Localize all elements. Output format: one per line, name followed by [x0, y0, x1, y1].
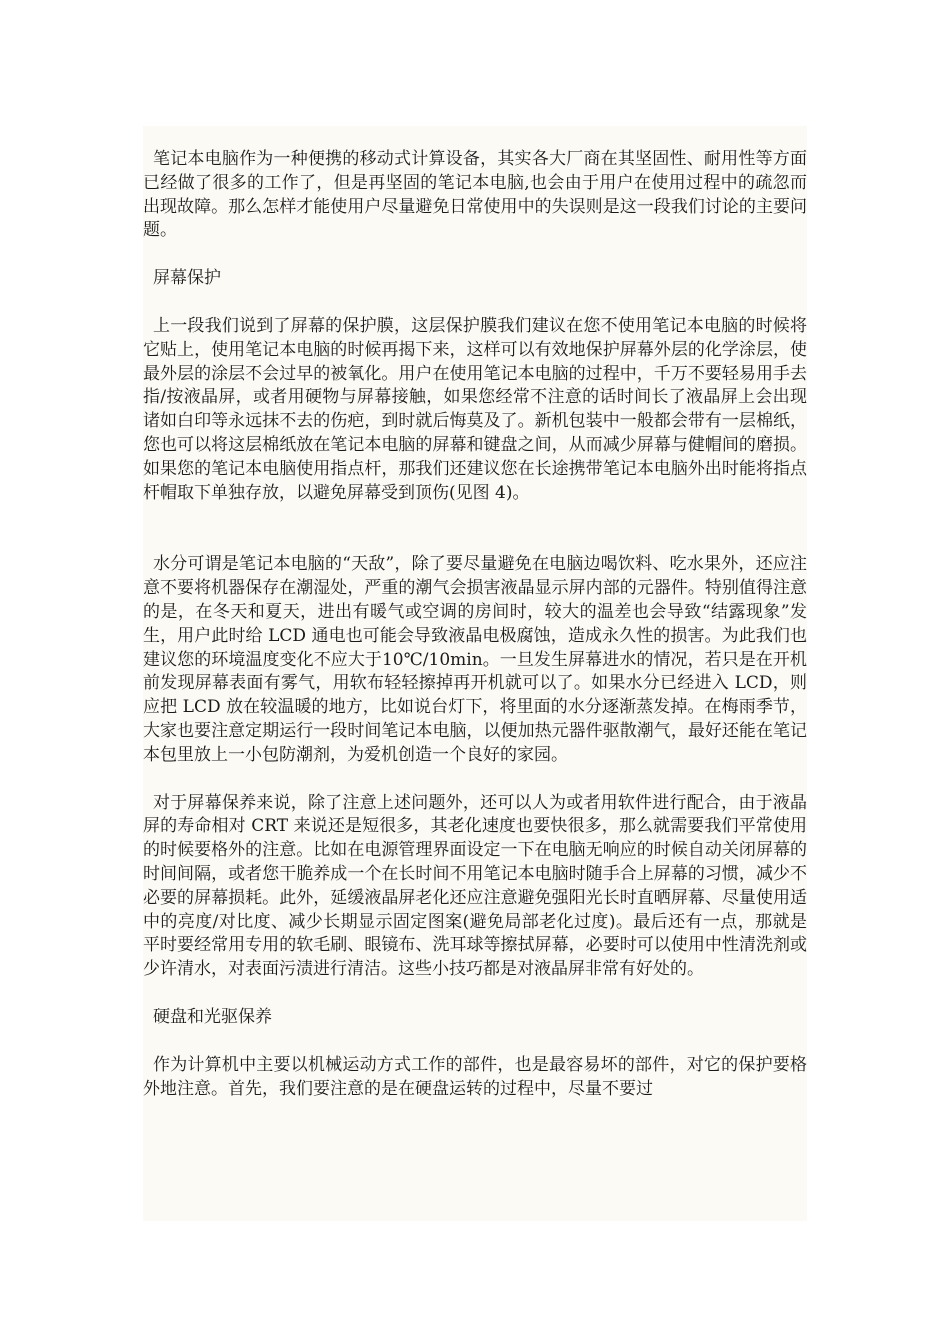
section-heading-disk: 硬盘和光驱保养: [153, 1006, 272, 1027]
spacer: [143, 243, 807, 267]
spacer: [143, 1030, 807, 1054]
paragraph-screen-care: 对于屏幕保养来说，除了注意上述问题外，还可以人为或者用软件进行配合，由于液晶屏的寿命相对 CRT 来说还是短很多，其老化速度也要快很多，那么就需要我们平常使用的时候要格外的注意。比如在电源管理界面设定一下在电脑无响应的时候自动关闭屏幕的时间间隔，或者您干脆养成一个在长时间不用笔记本电脑时随手合上屏幕的习惯，减少不必要的屏幕损耗。此外，延缓液晶屏老化还应注意避免强阳光长时直晒屏幕、尽量使用适中的亮度/对比度、减少长期显示固定图案(避免局部老化过度)。最后还有一点，那就是平时要经常用专用的软毛刷、眼镜布、洗耳球等擦拭屏幕，必要时可以使用中性清洗剂或少许清水，对表面污渍进行清洁。这些小技巧都是对液晶屏非常有好处的。: [143, 792, 807, 980]
spacer: [143, 291, 807, 315]
paragraph-screen-film: 上一段我们说到了屏幕的保护膜，这层保护膜我们建议在您不使用笔记本电脑的时候将它贴上，使用笔记本电脑的时候再揭下来，这样可以有效地保护屏幕外层的化学涂层，使最外层的涂层不会过早的被氧化。用户在使用笔记本电脑的过程中，千万不要轻易用手去指/按液晶屏，或者用硬物与屏幕接触，如果您经常不注意的话时间长了液晶屏上会出现诸如白印等永远抹不去的伤疤，到时就后悔莫及了。新机包装中一般都会带有一层棉纸，您也可以将这层棉纸放在笔记本电脑的屏幕和键盘之间，从而减少屏幕与健帽间的磨损。如果您的笔记本电脑使用指点杆，那我们还建议您在长途携带笔记本电脑外出时能将指点杆帽取下单独存放，以避免屏幕受到顶伤(见图 4)。: [143, 315, 807, 503]
paragraph-moisture: 水分可谓是笔记本电脑的“天敌”，除了要尽量避免在电脑边喝饮料、吃水果外，还应注意不要将机器保存在潮湿处，严重的潮气会损害液晶显示屏内部的元器件。特别值得注意的是，在冬天和夏天，进出有暖气或空调的房间时，较大的温差也会导致“结露现象”发生，用户此时给 LCD 通电也可能会导致液晶电极腐蚀，造成永久性的损害。为此我们也建议您的环境温度变化不应大于10℃/10min。一旦发生屏幕进水的情况，若只是在开机前发现屏幕表面有雾气，用软布轻轻擦掉再开机就可以了。如果水分已经进入 LCD，则应把 LCD 放在较温暖的地方，比如说台灯下，将里面的水分逐渐蒸发掉。在梅雨季节，大家也要注意定期运行一段时间笔记本电脑，以便加热元器件驱散潮气，最好还能在笔记本包里放上一小包防潮剂，为爱机创造一个良好的家园。: [143, 554, 807, 765]
intro-paragraph: 笔记本电脑作为一种便携的移动式计算设备，其实各大厂商在其坚固性、耐用性等方面已经做了很多的工作了，但是再坚固的笔记本电脑,也会由于用户在使用过程中的疏忽而出现故障。那么怎样才能使用户尽量避免日常使用中的失误则是这一段我们讨论的主要问题。: [143, 149, 807, 241]
spacer: [143, 768, 807, 792]
paragraph-disk-care: 作为计算机中主要以机械运动方式工作的部件，也是最容易坏的部件，对它的保护要格外地注意。首先，我们要注意的是在硬盘运转的过程中，尽量不要过: [143, 1054, 807, 1099]
section-heading-screen: 屏幕保护: [153, 268, 221, 289]
spacer: [143, 505, 807, 553]
text-area: [143, 148, 807, 1101]
document-body: [143, 126, 807, 1221]
spacer: [143, 982, 807, 1006]
